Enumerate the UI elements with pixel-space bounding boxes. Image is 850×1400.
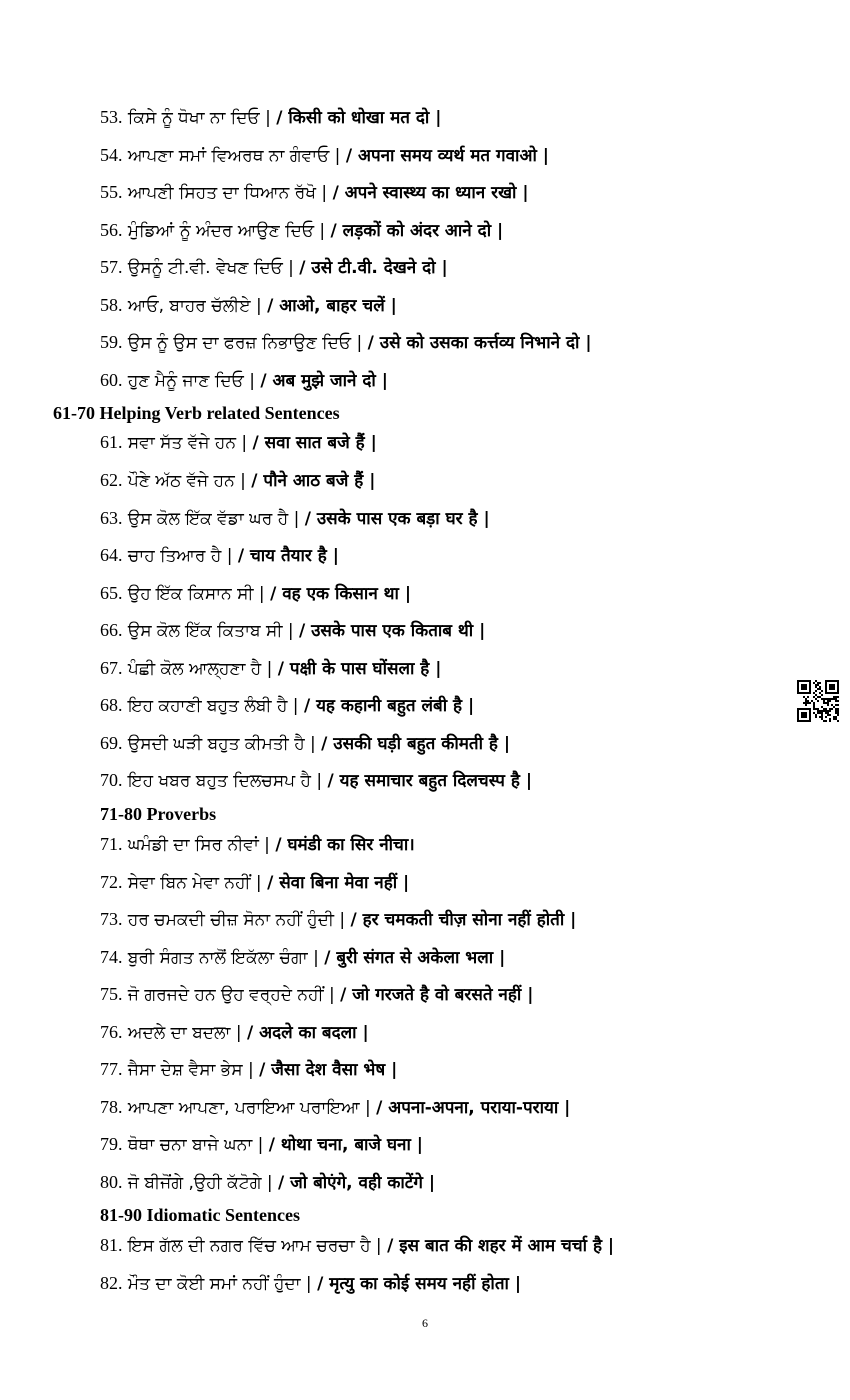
section-heading-idiomatic: 81-90 Idiomatic Sentences [100, 1205, 300, 1225]
sentence-56: 56. ਮੁੰਡਿਆਂ ਨੂੰ ਅੰਦਰ ਆਉਣ ਦਿਓ | / लड़कों को अंदर आने दो | [100, 220, 504, 241]
sentence-71: 71. ਘਮੰਡੀ ਦਾ ਸਿਰ ਨੀਵਾਂ | / घमंडी का सिर नीचा। [100, 834, 415, 855]
sentence-55: 55. ਆਪਣੀ ਸਿਹਤ ਦਾ ਧਿਆਨ ਰੱਖੋ | / अपने स्वास्थ्य का ध्यान रखो | [100, 182, 529, 203]
sentence-53: 53. ਕਿਸੇ ਨੂੰ ਧੋਖਾ ਨਾ ਦਿਓ | / किसी को धोखा मत दो | [100, 107, 442, 128]
sentence-61: 61. ਸਵਾ ਸੱਤ ਵੱਜੇ ਹਨ | / सवा सात बजे हैं | [100, 432, 377, 453]
sentence-63: 63. ਉਸ ਕੋਲ ਇੱਕ ਵੱਡਾ ਘਰ ਹੈ | / उसके पास एक बड़ा घर है | [100, 508, 490, 529]
sentence-77: 77. ਜੈਸਾ ਦੇਸ਼ ਵੈਸਾ ਭੇਸ | / जैसा देश वैसा भेष | [100, 1059, 398, 1080]
section-heading-proverbs: 71-80 Proverbs [100, 804, 217, 824]
sentence-67: 67. ਪੰਛੀ ਕੋਲ ਆਲ੍ਹਣਾ ਹੈ | / पक्षी के पास घोंसला है | [100, 658, 442, 679]
sentence-69: 69. ਉਸਦੀ ਘੜੀ ਬਹੁਤ ਕੀਮਤੀ ਹੈ | / उसकी घड़ी बहुत कीमती है | [100, 733, 511, 754]
sentence-82: 82. ਮੌਤ ਦਾ ਕੋਈ ਸਮਾਂ ਨਹੀਂ ਹੁੰਦਾ | / मृत्यु का कोई समय नहीं होता | [100, 1273, 522, 1294]
sentence-60: 60. ਹੁਣ ਮੈਨੂੰ ਜਾਣ ਦਿਓ | / अब मुझे जाने दो | [100, 370, 388, 391]
sentence-70: 70. ਇਹ ਖਬਰ ਬਹੁਤ ਦਿਲਚਸਪ ਹੈ | / यह समाचार बहुत दिलचस्प है | [100, 770, 533, 791]
sentence-59: 59. ਉਸ ਨੂੰ ਉਸ ਦਾ ਫਰਜ਼ ਨਿਭਾਉਣ ਦਿਓ | / उसे को उसका कर्त्तव्य निभाने दो | [100, 332, 592, 353]
sentence-76: 76. ਅਦਲੇ ਦਾ ਬਦਲਾ | / अदले का बदला | [100, 1022, 369, 1043]
page-number: 6 [422, 1316, 428, 1330]
sentence-74: 74. ਬੁਰੀ ਸੰਗਤ ਨਾਲੋਂ ਇਕੱਲਾ ਚੰਗਾ | / बुरी संगत से अकेला भला | [100, 947, 506, 968]
sentence-80: 80. ਜੋ ਬੀਜੋਂਗੇ ,ਉਹੀ ਕੱਟੋਗੇ | / जो बोएंगे, वही काटेंगे | [100, 1172, 436, 1193]
sentence-75: 75. ਜੋ ਗਰਜਦੇ ਹਨ ਉਹ ਵਰ੍ਹਦੇ ਨਹੀਂ | / जो गरजते है वो बरसते नहीं | [100, 984, 534, 1005]
sentence-72: 72. ਸੇਵਾ ਬਿਨ ਮੇਵਾ ਨਹੀਂ | / सेवा बिना मेवा नहीं | [100, 872, 410, 893]
sentence-54: 54. ਆਪਣਾ ਸਮਾਂ ਵਿਅਰਥ ਨਾ ਗੰਵਾਓ | / अपना समय व्यर्थ मत गवाओ | [100, 145, 549, 166]
sentence-57: 57. ਉਸਨੂੰ ਟੀ.ਵੀ. ਵੇਖਣ ਦਿਓ | / उसे टी.वी. देखने दो | [100, 257, 448, 278]
sentence-73: 73. ਹਰ ਚਮਕਦੀ ਚੀਜ਼ ਸੋਨਾ ਨਹੀਂ ਹੁੰਦੀ | / हर चमकती चीज़ सोना नहीं होती | [100, 909, 577, 930]
sentence-78: 78. ਆਪਣਾ ਆਪਣਾ, ਪਰਾਇਆ ਪਰਾਇਆ | / अपना-अपना, पराया-पराया | [100, 1097, 571, 1118]
sentence-66: 66. ਉਸ ਕੋਲ ਇੱਕ ਕਿਤਾਬ ਸੀ | / उसके पास एक किताब थी | [100, 620, 486, 641]
sentence-79: 79. ਥੋਥਾ ਚਨਾ ਬਾਜੇ ਘਨਾ | / थोथा चना, बाजे घना | [100, 1134, 423, 1155]
sentence-65: 65. ਉਹ ਇੱਕ ਕਿਸਾਨ ਸੀ | / वह एक किसान था | [100, 583, 412, 604]
section-heading-helping-verbs: 61-70 Helping Verb related Sentences [53, 403, 340, 423]
sentence-58: 58. ਆਓ, ਬਾਹਰ ਚੱਲੀਏ | / आओ, बाहर चलें | [100, 295, 397, 316]
sentence-81: 81. ਇਸ ਗੱਲ ਦੀ ਨਗਰ ਵਿੱਚ ਆਮ ਚਰਚਾ ਹੈ | / इस बात की शहर में आम चर्चा है | [100, 1235, 615, 1256]
sentence-68: 68. ਇਹ ਕਹਾਣੀ ਬਹੁਤ ਲੰਬੀ ਹੈ | / यह कहानी बहुत लंबी है | [100, 695, 475, 716]
qr-code-icon [797, 680, 839, 722]
sentence-62: 62. ਪੌਣੇ ਅੱਠ ਵੱਜੇ ਹਨ | / पौने आठ बजे हैं | [100, 470, 376, 491]
sentence-64: 64. ਚਾਹ ਤਿਆਰ ਹੈ | / चाय तैयार है | [100, 545, 339, 566]
